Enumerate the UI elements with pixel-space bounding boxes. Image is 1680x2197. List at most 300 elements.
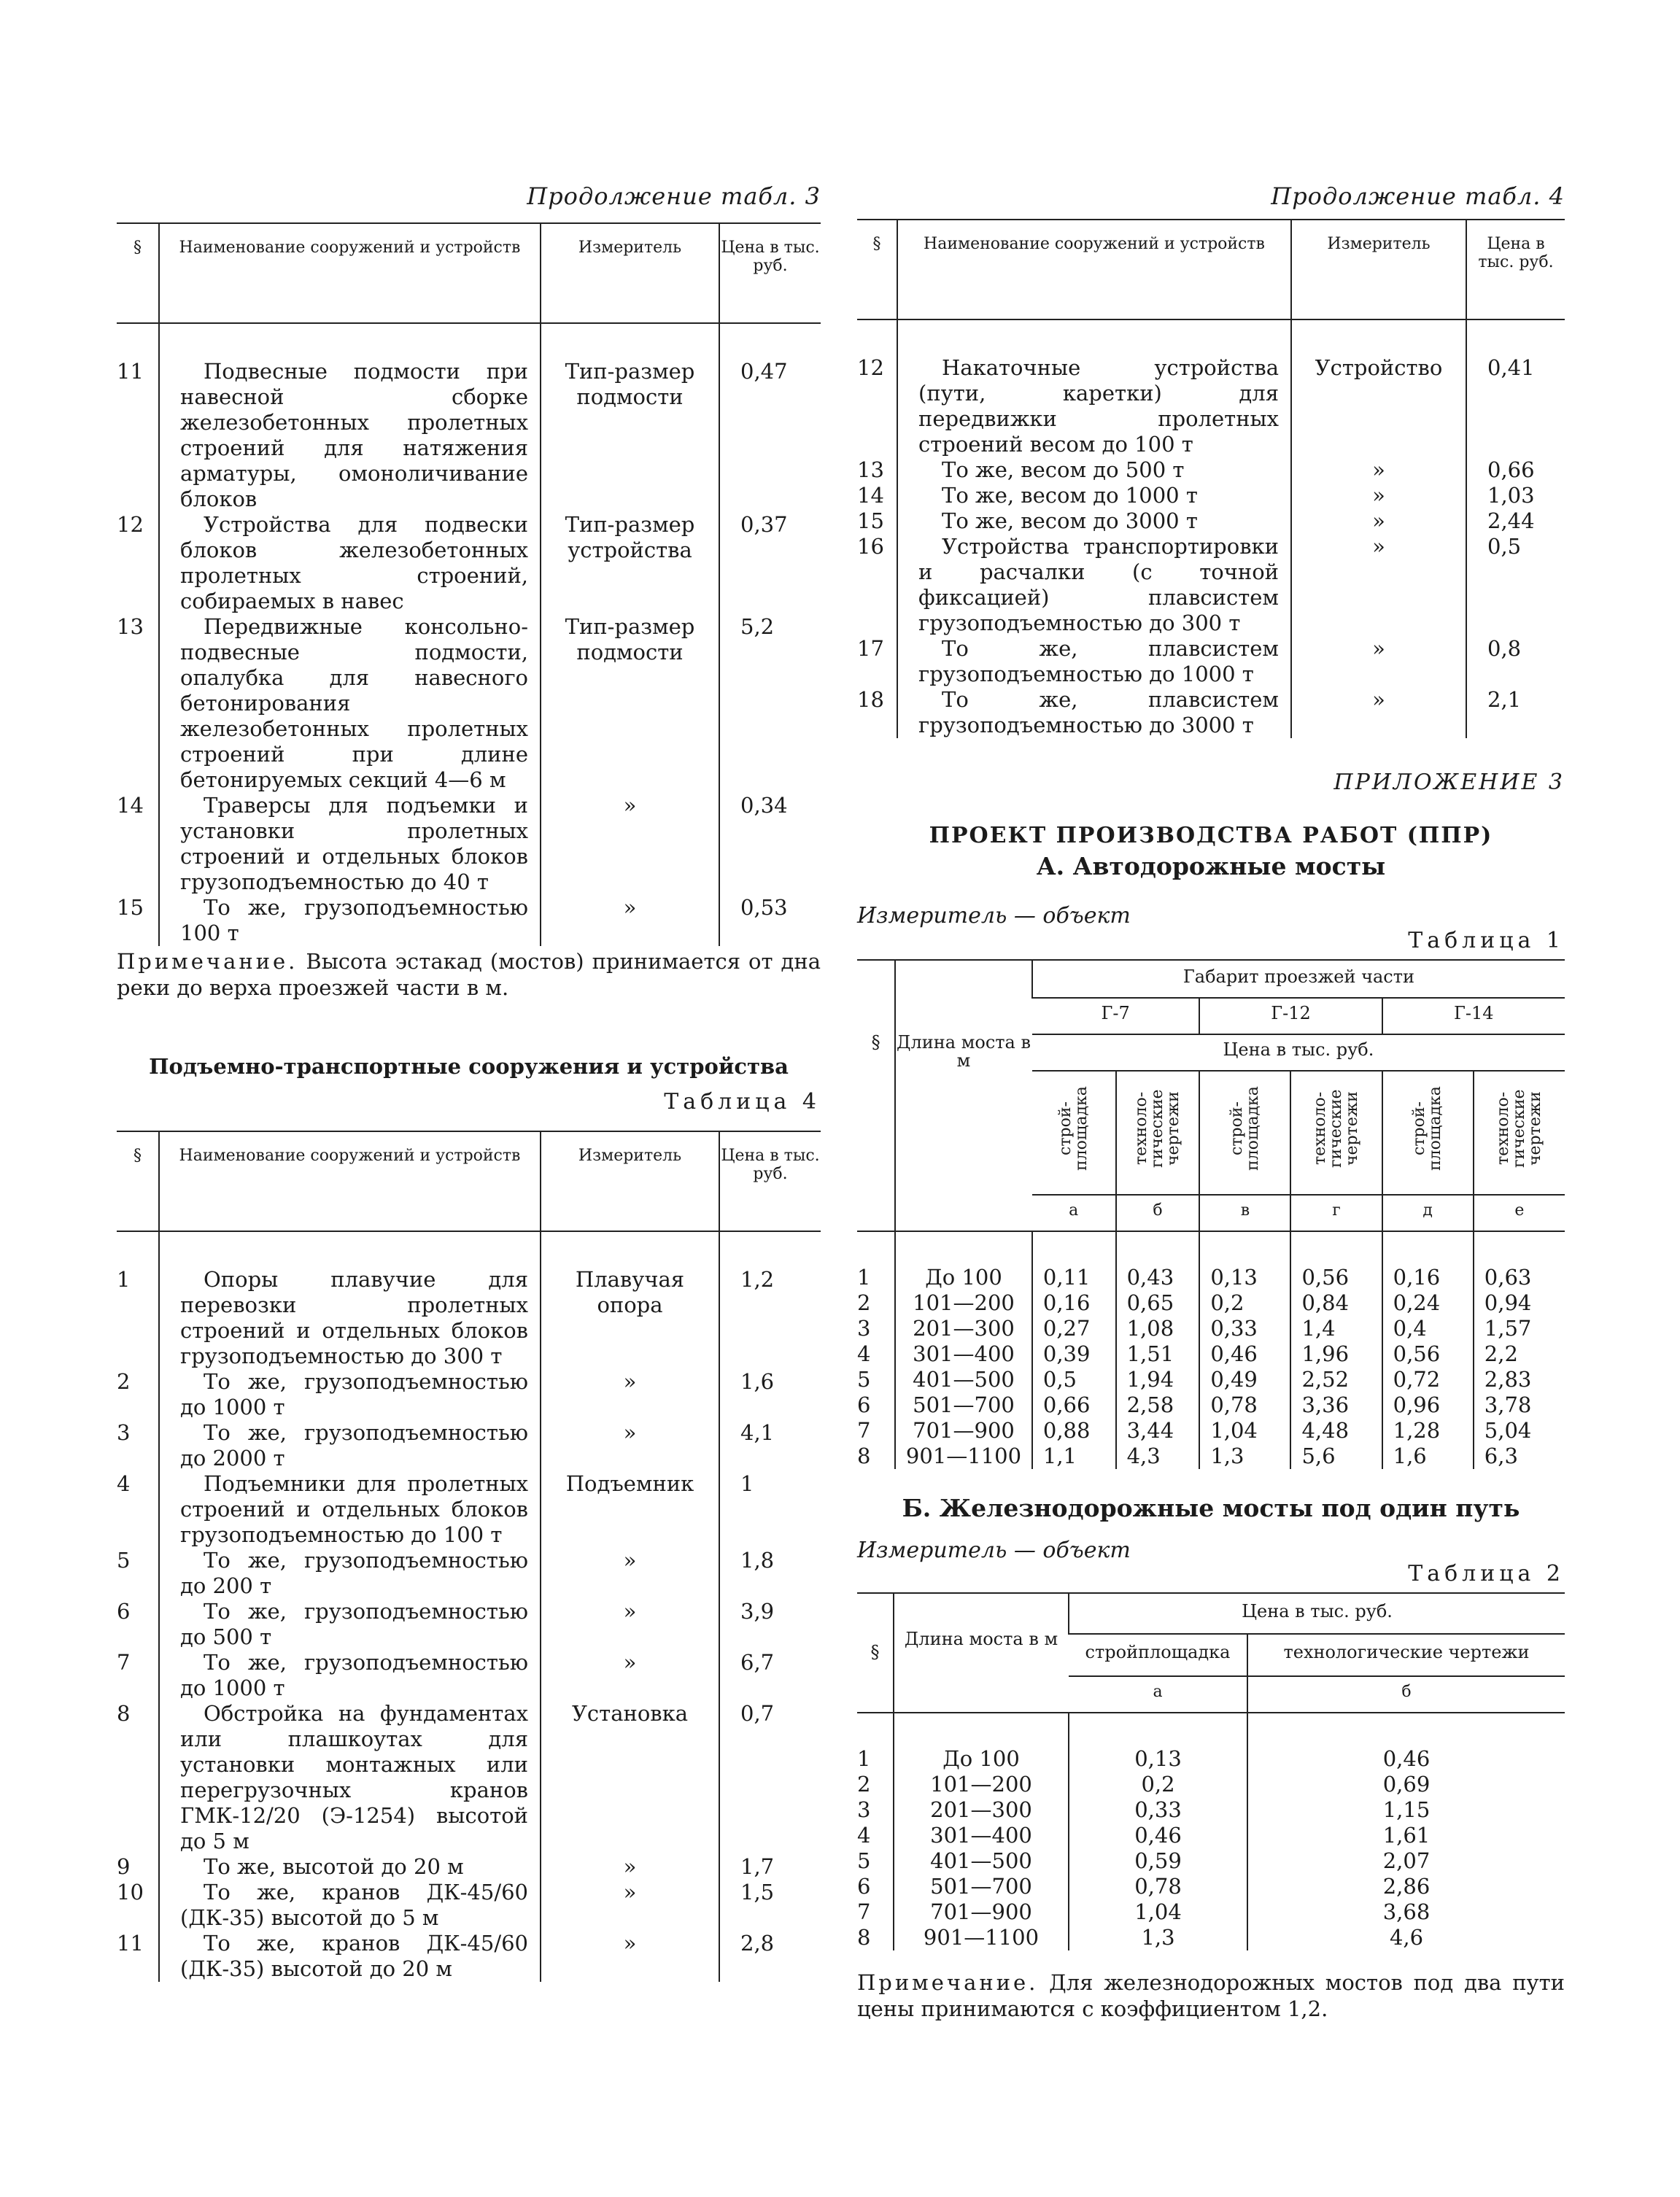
row-price: 0,47: [719, 323, 821, 512]
row-measure: »: [541, 1931, 719, 1982]
table-row: [857, 319, 1565, 457]
row-value: 0,2: [1199, 1290, 1290, 1316]
row-price: 5,2: [719, 614, 821, 793]
row-value: 1,96: [1290, 1341, 1382, 1367]
row-value: 4,48: [1290, 1418, 1382, 1444]
row-number: 11: [117, 1931, 144, 1956]
table-row: [857, 534, 1565, 636]
row-number: 5: [117, 1548, 131, 1573]
row-name: То же, грузоподъемностью до 200 т: [159, 1548, 541, 1599]
row-n: 6: [857, 1874, 871, 1899]
row-value: 0,16: [1032, 1290, 1116, 1316]
row-number: 5: [857, 1367, 871, 1392]
row-number: 4: [857, 1341, 871, 1366]
row-measure: »: [541, 1599, 719, 1650]
header-price: Цена в тыс. руб.: [719, 1131, 821, 1231]
row-value: 0,4: [1382, 1316, 1474, 1341]
row-price: 0,7: [719, 1701, 821, 1854]
row-measure: Плавучая опора: [541, 1231, 719, 1369]
t1-subheader: [1474, 1071, 1565, 1195]
row-number: 1: [857, 1265, 871, 1290]
row-value: 0,46: [1199, 1341, 1290, 1367]
table-row: [117, 1650, 821, 1701]
row-length: 701—900: [895, 1418, 1032, 1444]
row-value: 0,88: [1032, 1418, 1116, 1444]
row-price: 0,66: [1466, 457, 1565, 483]
t1-subheader-text: техноло-гические чертежи: [1311, 1089, 1362, 1168]
row-measure: Устройство: [1291, 319, 1466, 457]
row-number: 15: [857, 508, 884, 533]
row-number: 11: [117, 359, 144, 384]
row-price: 2,8: [719, 1931, 821, 1982]
row-number: 3: [857, 1316, 871, 1341]
t2-header-section: §: [857, 1593, 894, 1713]
table-row: [117, 323, 821, 512]
row-price: 2,1: [1466, 687, 1565, 738]
row-b: 1,15: [1247, 1797, 1565, 1823]
table-row: [857, 1772, 1565, 1797]
table-row: [857, 1444, 1565, 1469]
header-name: Наименование сооружений и устройств: [159, 1131, 541, 1231]
row-len: 201—300: [894, 1797, 1069, 1823]
table-header: [117, 1131, 821, 1231]
table-row: [117, 1854, 821, 1880]
row-name: Устройства для подвески блоков железобетонных пролетных строений, собираемых в навес: [159, 512, 541, 614]
table-row: [857, 1341, 1565, 1367]
row-value: 5,6: [1290, 1444, 1382, 1469]
row-b: 0,69: [1247, 1772, 1565, 1797]
table2-body: [857, 1713, 1565, 1950]
table-row: [117, 614, 821, 793]
row-value: 3,36: [1290, 1392, 1382, 1418]
row-len: 701—900: [894, 1899, 1069, 1925]
row-measure: »: [541, 1420, 719, 1471]
row-price: 0,8: [1466, 636, 1565, 687]
row-measure: »: [1291, 534, 1466, 636]
row-value: 0,11: [1032, 1231, 1116, 1290]
table-row: [857, 1899, 1565, 1925]
row-measure: Подъемник: [541, 1471, 719, 1548]
row-value: 0,5: [1032, 1367, 1116, 1392]
t2-header-tech: технологические чертежи: [1247, 1634, 1565, 1676]
row-a: 1,04: [1069, 1899, 1247, 1925]
row-measure: Установка: [541, 1701, 719, 1854]
row-length: 901—1100: [895, 1444, 1032, 1469]
table2-note: [857, 1969, 1565, 2022]
row-price: 0,34: [719, 793, 821, 895]
row-number: 7: [117, 1650, 131, 1675]
row-value: 1,3: [1199, 1444, 1290, 1469]
table3-note: [117, 948, 821, 1001]
t1-subheader-text: техноло-гические чертежи: [1131, 1089, 1182, 1168]
table2-label: Таблица 2: [1408, 1561, 1565, 1586]
t1-letter: а: [1032, 1195, 1116, 1231]
row-number: 14: [117, 793, 144, 818]
row-name: То же, весом до 500 т: [897, 457, 1291, 483]
row-name: Накаточные устройства (пути, каретки) для передвижки пролетных строений весом до 100 т: [897, 319, 1291, 457]
row-name: То же, грузоподъемностью до 1000 т: [159, 1369, 541, 1420]
row-value: 0,65: [1116, 1290, 1200, 1316]
row-a: 1,3: [1069, 1925, 1247, 1950]
row-number: 14: [857, 483, 884, 508]
row-len: 101—200: [894, 1772, 1069, 1797]
t1-subheader: [1199, 1071, 1290, 1195]
row-measure: »: [541, 895, 719, 946]
row-name: Подвесные подмости при навесной сборке железобетонных пролетных строений для натяжения арматуры, омоноличивание блоков: [159, 323, 541, 512]
row-value: 0,94: [1474, 1290, 1565, 1316]
table-row: [857, 1316, 1565, 1341]
table-row: [857, 1848, 1565, 1874]
header-section: §: [857, 220, 897, 319]
row-name: Передвижные консольно-подвесные подмости, опалубка для навесного бетонирования железобетонных пролетных строений при длине бетонируемых секций 4—6 м: [159, 614, 541, 793]
table-row: [117, 1420, 821, 1471]
t1-subheader: [1382, 1071, 1474, 1195]
table-row: [857, 1874, 1565, 1899]
table-row: [117, 1369, 821, 1420]
row-n: 1: [857, 1746, 871, 1771]
row-a: 0,59: [1069, 1848, 1247, 1874]
row-value: 0,78: [1199, 1392, 1290, 1418]
row-price: 1,5: [719, 1880, 821, 1931]
row-price: 6,7: [719, 1650, 821, 1701]
measure-a: Измеритель — объект: [857, 903, 1131, 929]
t2-letter-a: а: [1069, 1676, 1247, 1713]
row-price: 4,1: [719, 1420, 821, 1471]
table1-label: Таблица 1: [1408, 928, 1565, 953]
row-value: 1,08: [1116, 1316, 1200, 1341]
table-row: [857, 483, 1565, 508]
table-row: [857, 1823, 1565, 1848]
row-b: 4,6: [1247, 1925, 1565, 1950]
row-measure: »: [541, 1854, 719, 1880]
table-row: [857, 1713, 1565, 1772]
table-row: [857, 687, 1565, 738]
row-number: 4: [117, 1471, 131, 1496]
row-measure: Тип-размер устройства: [541, 512, 719, 614]
table-row: [117, 793, 821, 895]
row-number: 12: [857, 355, 884, 380]
row-number: 17: [857, 636, 884, 661]
row-length: 501—700: [895, 1392, 1032, 1418]
row-value: 1,04: [1199, 1418, 1290, 1444]
header-section: §: [117, 1131, 159, 1231]
table-row: [857, 1418, 1565, 1444]
row-a: 0,46: [1069, 1823, 1247, 1848]
row-name: То же, грузоподъемностью 100 т: [159, 895, 541, 946]
t1-header-g14: Г-14: [1382, 998, 1565, 1034]
table2: [857, 1592, 1565, 1950]
row-number: 3: [117, 1420, 131, 1445]
row-number: 15: [117, 895, 144, 920]
row-measure: »: [1291, 457, 1466, 483]
t1-subheader: [1116, 1071, 1200, 1195]
row-value: 2,83: [1474, 1367, 1565, 1392]
t1-header-g7: Г-7: [1032, 998, 1199, 1034]
row-value: 0,56: [1382, 1341, 1474, 1367]
row-measure: »: [541, 1548, 719, 1599]
row-value: 3,44: [1116, 1418, 1200, 1444]
row-name: То же, плавсистем грузоподъемностью до 3000 т: [897, 687, 1291, 738]
row-name: Подъемники для пролетных строений и отдельных блоков грузоподъемностью до 100 т: [159, 1471, 541, 1548]
row-value: 0,43: [1116, 1231, 1200, 1290]
row-name: То же, высотой до 20 м: [159, 1854, 541, 1880]
table-row: [857, 1797, 1565, 1823]
row-number: 10: [117, 1880, 144, 1905]
table-header: [117, 223, 821, 323]
table3-body: [117, 323, 821, 946]
row-number: 7: [857, 1418, 871, 1443]
row-price: 2,44: [1466, 508, 1565, 534]
row-len: 301—400: [894, 1823, 1069, 1848]
row-n: 2: [857, 1772, 871, 1797]
row-name: То же, грузоподъемностью до 2000 т: [159, 1420, 541, 1471]
t1-header-length: Длина моста в м: [895, 960, 1032, 1231]
t1-subheader-text: техноло-гические чертежи: [1493, 1089, 1544, 1168]
row-name: То же, плавсистем грузоподъемностью до 1000 т: [897, 636, 1291, 687]
row-value: 0,16: [1382, 1231, 1474, 1290]
row-value: 0,39: [1032, 1341, 1116, 1367]
header-measure: Измеритель: [1291, 220, 1466, 319]
row-price: 1: [719, 1471, 821, 1548]
row-price: 0,5: [1466, 534, 1565, 636]
table-row: [857, 1290, 1565, 1316]
table4-heading: Подъемно-транспортные сооружения и устройства: [149, 1054, 789, 1079]
row-value: 6,3: [1474, 1444, 1565, 1469]
t1-header-gabarit: Габарит проезжей части: [1032, 960, 1565, 998]
row-number: 13: [117, 614, 144, 639]
row-length: 301—400: [895, 1341, 1032, 1367]
row-value: 1,57: [1474, 1316, 1565, 1341]
row-value: 0,13: [1199, 1231, 1290, 1290]
header-name: Наименование сооружений и устройств: [897, 220, 1291, 319]
row-value: 0,56: [1290, 1231, 1382, 1290]
section-b-title: Б. Железнодорожные мосты под один путь: [902, 1494, 1520, 1522]
row-value: 1,6: [1382, 1444, 1474, 1469]
table-row: [117, 1231, 821, 1369]
t1-header-section: §: [857, 960, 895, 1231]
row-value: 3,78: [1474, 1392, 1565, 1418]
row-value: 0,27: [1032, 1316, 1116, 1341]
row-a: 0,2: [1069, 1772, 1247, 1797]
t1-letter: в: [1199, 1195, 1290, 1231]
t1-letter: е: [1474, 1195, 1565, 1231]
table-header: [857, 220, 1565, 319]
table-row: [857, 1231, 1565, 1290]
row-length: 201—300: [895, 1316, 1032, 1341]
row-number: 18: [857, 687, 884, 712]
table4: [117, 1131, 821, 1982]
t1-subheader: [1032, 1071, 1116, 1195]
row-len: 401—500: [894, 1848, 1069, 1874]
table-row: [857, 508, 1565, 534]
section-a-title: А. Автодорожные мосты: [1036, 852, 1386, 880]
table-row: [117, 1471, 821, 1548]
ppr-title: ПРОЕКТ ПРОИЗВОДСТВА РАБОТ (ППР): [929, 823, 1493, 848]
table3-continuation-caption: Продолжение табл. 3: [527, 182, 821, 210]
t1-header-price: Цена в тыс. руб.: [1032, 1034, 1565, 1071]
row-value: 0,63: [1474, 1231, 1565, 1290]
row-length: 101—200: [895, 1290, 1032, 1316]
note-label: Примечание.: [857, 1970, 1039, 1995]
t1-letter: б: [1116, 1195, 1200, 1231]
row-value: 1,1: [1032, 1444, 1116, 1469]
row-value: 1,28: [1382, 1418, 1474, 1444]
t2-header-length: Длина моста в м: [894, 1593, 1069, 1713]
row-number: 8: [117, 1701, 131, 1726]
row-measure: »: [1291, 636, 1466, 687]
row-value: 4,3: [1116, 1444, 1200, 1469]
row-name: Траверсы для подъемки и установки пролетных строений и отдельных блоков грузоподъемностью до 40 т: [159, 793, 541, 895]
appendix-label: ПРИЛОЖЕНИЕ 3: [1333, 770, 1565, 795]
row-name: Устройства транспортировки и расчалки (с точной фиксацией) плавсистем грузоподъемностью до 300 т: [897, 534, 1291, 636]
row-price: 0,41: [1466, 319, 1565, 457]
row-measure: »: [1291, 508, 1466, 534]
row-value: 1,51: [1116, 1341, 1200, 1367]
row-name: То же, грузоподъемностью до 1000 т: [159, 1650, 541, 1701]
row-value: 0,72: [1382, 1367, 1474, 1392]
table-row: [117, 1701, 821, 1854]
row-measure: Тип-размер подмости: [541, 614, 719, 793]
row-number: 1: [117, 1267, 131, 1292]
row-length: 401—500: [895, 1367, 1032, 1392]
table-row: [117, 1931, 821, 1982]
row-a: 0,13: [1069, 1713, 1247, 1772]
row-b: 3,68: [1247, 1899, 1565, 1925]
row-price: 1,03: [1466, 483, 1565, 508]
t1-subheader-text: строй-площадка: [1227, 1086, 1262, 1171]
row-len: До 100: [894, 1713, 1069, 1772]
row-length: До 100: [895, 1231, 1032, 1290]
header-section: §: [117, 223, 159, 323]
row-measure: »: [541, 1880, 719, 1931]
table4-body: [117, 1231, 821, 1982]
row-value: 0,66: [1032, 1392, 1116, 1418]
header-measure: Измеритель: [541, 223, 719, 323]
table-row: [857, 1392, 1565, 1418]
row-len: 901—1100: [894, 1925, 1069, 1950]
row-b: 2,86: [1247, 1874, 1565, 1899]
table4-label: Таблица 4: [664, 1089, 821, 1115]
row-name: Обстройка на фундаментах или плашкоутах для установки монтажных или перегрузочных кранов ГМК-12/20 (Э-1254) высотой до 5 м: [159, 1701, 541, 1854]
row-value: 2,52: [1290, 1367, 1382, 1392]
row-price: 1,6: [719, 1369, 821, 1420]
row-len: 501—700: [894, 1874, 1069, 1899]
row-value: 0,96: [1382, 1392, 1474, 1418]
row-measure: »: [541, 1369, 719, 1420]
table3-continuation: [117, 222, 821, 946]
row-a: 0,33: [1069, 1797, 1247, 1823]
table-row: [117, 895, 821, 946]
row-price: 1,7: [719, 1854, 821, 1880]
row-measure: »: [541, 793, 719, 895]
row-name: Опоры плавучие для перевозки пролетных строений и отдельных блоков грузоподъемностью до 300 т: [159, 1231, 541, 1369]
header-name: Наименование сооружений и устройств: [159, 223, 541, 323]
row-price: 1,8: [719, 1548, 821, 1599]
row-number: 8: [857, 1444, 871, 1468]
row-n: 4: [857, 1823, 871, 1848]
row-name: То же, кранов ДК-45/60 (ДК-35) высотой до 5 м: [159, 1880, 541, 1931]
row-number: 6: [857, 1392, 871, 1417]
row-measure: Тип-размер подмости: [541, 323, 719, 512]
t1-subheader-text: строй-площадка: [1410, 1086, 1445, 1171]
row-number: 13: [857, 457, 884, 482]
row-name: То же, грузоподъемностью до 500 т: [159, 1599, 541, 1650]
row-number: 16: [857, 534, 884, 559]
table-row: [857, 636, 1565, 687]
table-row: [117, 1880, 821, 1931]
row-value: 2,2: [1474, 1341, 1565, 1367]
table-row: [117, 512, 821, 614]
row-value: 0,33: [1199, 1316, 1290, 1341]
row-b: 0,46: [1247, 1713, 1565, 1772]
row-number: 9: [117, 1854, 131, 1879]
table4-continuation: [857, 219, 1565, 738]
row-value: 5,04: [1474, 1418, 1565, 1444]
table-row: [857, 1925, 1565, 1950]
note-label: Примечание.: [117, 949, 298, 974]
row-value: 0,84: [1290, 1290, 1382, 1316]
t1-subheader-text: строй-площадка: [1056, 1086, 1091, 1171]
table4-continuation-body: [857, 319, 1565, 738]
row-value: 1,94: [1116, 1367, 1200, 1392]
row-name: То же, весом до 3000 т: [897, 508, 1291, 534]
row-value: 0,24: [1382, 1290, 1474, 1316]
t1-letter: г: [1290, 1195, 1382, 1231]
row-n: 7: [857, 1899, 871, 1924]
row-value: 2,58: [1116, 1392, 1200, 1418]
row-number: 6: [117, 1599, 131, 1624]
row-price: 0,37: [719, 512, 821, 614]
row-measure: »: [1291, 483, 1466, 508]
row-name: То же, кранов ДК-45/60 (ДК-35) высотой до 20 м: [159, 1931, 541, 1982]
header-price: Цена в тыс. руб.: [1466, 220, 1565, 319]
row-value: 0,49: [1199, 1367, 1290, 1392]
header-price: Цена в тыс. руб.: [719, 223, 821, 323]
t1-header-g12: Г-12: [1199, 998, 1382, 1034]
t1-subheader: [1290, 1071, 1382, 1195]
table-row: [117, 1548, 821, 1599]
t2-header-site: стройплощадка: [1069, 1634, 1247, 1676]
t2-header-price: Цена в тыс. руб.: [1069, 1593, 1565, 1634]
row-number: 2: [117, 1369, 131, 1394]
row-number: 12: [117, 512, 144, 537]
row-number: 2: [857, 1290, 871, 1315]
row-n: 3: [857, 1797, 871, 1822]
table1: [857, 959, 1565, 1469]
table-row: [857, 457, 1565, 483]
row-b: 1,61: [1247, 1823, 1565, 1848]
header-measure: Измеритель: [541, 1131, 719, 1231]
table-row: [857, 1367, 1565, 1392]
table1-body: [857, 1231, 1565, 1469]
row-n: 8: [857, 1925, 871, 1950]
row-name: То же, весом до 1000 т: [897, 483, 1291, 508]
t1-letter: д: [1382, 1195, 1474, 1231]
row-price: 3,9: [719, 1599, 821, 1650]
t2-letter-b: б: [1247, 1676, 1565, 1713]
row-measure: »: [1291, 687, 1466, 738]
row-b: 2,07: [1247, 1848, 1565, 1874]
row-n: 5: [857, 1848, 871, 1873]
note-text: Высота эстакад (мостов) принимается от дна реки до верха проезжей части в м.: [117, 949, 821, 1000]
row-price: 1,2: [719, 1231, 821, 1369]
note-text: Для железнодорожных мостов под два пути цены принимаются с коэффициентом 1,2.: [857, 1970, 1565, 2021]
row-value: 1,4: [1290, 1316, 1382, 1341]
table-row: [117, 1599, 821, 1650]
row-price: 0,53: [719, 895, 821, 946]
row-measure: »: [541, 1650, 719, 1701]
measure-b: Измеритель — объект: [857, 1538, 1131, 1563]
